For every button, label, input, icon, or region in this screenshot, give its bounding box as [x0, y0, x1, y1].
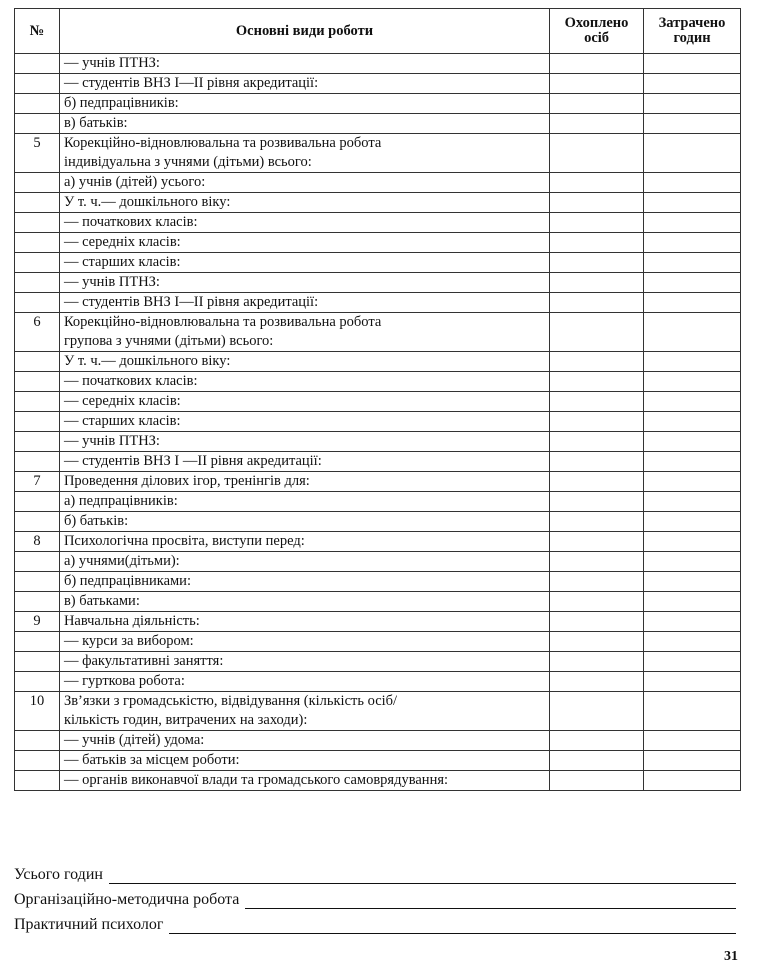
hours-cell[interactable] — [644, 592, 741, 612]
row-number — [15, 293, 60, 313]
hours-cell[interactable] — [644, 612, 741, 632]
row-work-type — [59, 652, 549, 672]
row-work-type — [59, 532, 549, 552]
header-hours: Затрачено годин — [644, 9, 741, 54]
hours-cell[interactable] — [644, 134, 741, 173]
row-work-type — [59, 771, 549, 791]
covered-cell[interactable] — [550, 213, 644, 233]
row-work-type — [59, 273, 549, 293]
table-row — [15, 352, 741, 372]
table-row — [15, 552, 741, 572]
row-work-type — [59, 552, 549, 572]
work-text-line: — учнів ПТНЗ: — [63, 55, 160, 71]
psychologist-label: Практичний психолог — [14, 916, 164, 933]
footer-org-method — [14, 891, 736, 909]
org-method-line[interactable] — [245, 894, 736, 909]
row-number: 6 — [15, 313, 60, 352]
row-number — [15, 512, 60, 532]
hours-cell[interactable] — [644, 392, 741, 412]
table-row — [15, 632, 741, 652]
work-text-line: Психологічна просвіта, виступи перед: — [63, 533, 305, 549]
covered-cell[interactable] — [550, 692, 644, 731]
work-text-line: — середніх класів: — [63, 234, 181, 250]
total-hours-line[interactable] — [109, 869, 736, 884]
table-row — [15, 452, 741, 472]
table-row — [15, 592, 741, 612]
work-text-line: Навчальна діяльність: — [63, 613, 200, 629]
work-text-line: б) педпрацівниками: — [63, 573, 191, 589]
hours-cell[interactable] — [644, 512, 741, 532]
hours-cell[interactable] — [644, 193, 741, 213]
covered-cell[interactable] — [550, 452, 644, 472]
covered-cell[interactable] — [550, 253, 644, 273]
work-text-line: — органів виконавчої влади та громадського самоврядування: — [63, 772, 449, 788]
row-number — [15, 412, 60, 432]
table-row — [15, 532, 741, 552]
covered-cell[interactable] — [550, 293, 644, 313]
covered-cell[interactable] — [550, 731, 644, 751]
work-text-line: в) батьків: — [63, 115, 128, 131]
row-number — [15, 233, 60, 253]
header-work: Основні види роботи — [59, 9, 549, 54]
table-row — [15, 74, 741, 94]
row-work-type — [59, 432, 549, 452]
hours-cell[interactable] — [644, 731, 741, 751]
work-text-line: — учнів ПТНЗ: — [63, 274, 160, 290]
hours-cell[interactable] — [644, 412, 741, 432]
hours-cell[interactable] — [644, 692, 741, 731]
row-work-type — [59, 672, 549, 692]
table-row — [15, 134, 741, 173]
hours-cell[interactable] — [644, 213, 741, 233]
row-work-type — [59, 313, 549, 352]
row-work-type — [59, 293, 549, 313]
row-number — [15, 632, 60, 652]
row-number — [15, 492, 60, 512]
row-number — [15, 213, 60, 233]
hours-cell[interactable] — [644, 672, 741, 692]
hours-cell[interactable] — [644, 572, 741, 592]
row-number — [15, 672, 60, 692]
table-row — [15, 273, 741, 293]
row-number — [15, 74, 60, 94]
table-row — [15, 173, 741, 193]
work-text-line: б) педпрацівників: — [63, 95, 179, 111]
hours-cell[interactable] — [644, 532, 741, 552]
hours-cell[interactable] — [644, 652, 741, 672]
header-num: № — [15, 9, 60, 54]
hours-cell[interactable] — [644, 253, 741, 273]
table-row — [15, 213, 741, 233]
row-work-type — [59, 54, 549, 74]
work-text-line: — учнів (дітей) удома: — [63, 732, 205, 748]
table-row — [15, 293, 741, 313]
hours-cell[interactable] — [644, 452, 741, 472]
table-row — [15, 253, 741, 273]
row-work-type — [59, 632, 549, 652]
covered-cell[interactable] — [550, 74, 644, 94]
covered-cell[interactable] — [550, 233, 644, 253]
covered-cell[interactable] — [550, 392, 644, 412]
table-row — [15, 114, 741, 134]
hours-cell[interactable] — [644, 472, 741, 492]
row-work-type — [59, 692, 549, 731]
work-text-line: Корекційно-відновлювальна та розвивальна робота — [63, 314, 382, 330]
hours-cell[interactable] — [644, 751, 741, 771]
table-row — [15, 233, 741, 253]
row-work-type — [59, 94, 549, 114]
covered-cell[interactable] — [550, 632, 644, 652]
table-row — [15, 672, 741, 692]
covered-cell[interactable] — [550, 492, 644, 512]
table-row — [15, 731, 741, 751]
work-text-line: — студентів ВНЗ І—ІІ рівня акредитації: — [63, 294, 319, 310]
work-text-line: а) учнів (дітей) усього: — [63, 174, 206, 190]
table-row — [15, 612, 741, 632]
row-number — [15, 392, 60, 412]
table-row — [15, 392, 741, 412]
work-table — [14, 8, 741, 791]
work-text-line: — початкових класів: — [63, 373, 198, 389]
covered-cell[interactable] — [550, 612, 644, 632]
hours-cell[interactable] — [644, 54, 741, 74]
row-number — [15, 751, 60, 771]
work-text-line: — студентів ВНЗ І—ІІ рівня акредитації: — [63, 75, 319, 91]
table-row — [15, 751, 741, 771]
work-text-line: Корекційно-відновлювальна та розвивальна робота — [63, 135, 382, 151]
row-work-type — [59, 352, 549, 372]
covered-cell[interactable] — [550, 173, 644, 193]
row-number — [15, 432, 60, 452]
row-number — [15, 372, 60, 392]
work-text-line: в) батьками: — [63, 593, 140, 609]
hours-cell[interactable] — [644, 352, 741, 372]
row-work-type — [59, 452, 549, 472]
work-text-line: — факультативні заняття: — [63, 653, 224, 669]
row-number — [15, 173, 60, 193]
covered-cell[interactable] — [550, 672, 644, 692]
hours-cell[interactable] — [644, 74, 741, 94]
covered-cell[interactable] — [550, 193, 644, 213]
row-work-type — [59, 253, 549, 273]
covered-cell[interactable] — [550, 313, 644, 352]
hours-cell[interactable] — [644, 432, 741, 452]
total-hours-label: Усього годин — [14, 866, 103, 883]
hours-cell[interactable] — [644, 313, 741, 352]
work-text-line: — старших класів: — [63, 254, 181, 270]
work-text-line: — гурткова робота: — [63, 673, 185, 689]
table-row — [15, 432, 741, 452]
covered-cell[interactable] — [550, 592, 644, 612]
psychologist-line[interactable] — [169, 919, 736, 934]
row-number — [15, 273, 60, 293]
row-number — [15, 94, 60, 114]
row-number: 10 — [15, 692, 60, 731]
work-text-line: групова з учнями (дітьми) всього: — [63, 333, 274, 349]
covered-cell[interactable] — [550, 472, 644, 492]
covered-cell[interactable] — [550, 54, 644, 74]
work-text-line: У т. ч.— дошкільного віку: — [63, 353, 231, 369]
table-row — [15, 492, 741, 512]
table-row — [15, 372, 741, 392]
row-work-type — [59, 372, 549, 392]
footer-psychologist — [14, 916, 736, 934]
row-number: 8 — [15, 532, 60, 552]
hours-cell[interactable] — [644, 293, 741, 313]
row-work-type — [59, 392, 549, 412]
row-work-type — [59, 173, 549, 193]
covered-cell[interactable] — [550, 114, 644, 134]
work-text-line: — студентів ВНЗ І —ІІ рівня акредитації: — [63, 453, 322, 469]
hours-cell[interactable] — [644, 552, 741, 572]
table-row — [15, 652, 741, 672]
covered-cell[interactable] — [550, 751, 644, 771]
table-row — [15, 771, 741, 791]
org-method-label: Організаційно-методична робота — [14, 891, 240, 908]
hours-cell[interactable] — [644, 94, 741, 114]
work-text-line: а) педпрацівників: — [63, 493, 178, 509]
table-row — [15, 512, 741, 532]
covered-cell[interactable] — [550, 94, 644, 114]
row-number — [15, 193, 60, 213]
covered-cell[interactable] — [550, 771, 644, 791]
row-work-type — [59, 213, 549, 233]
row-work-type — [59, 592, 549, 612]
row-work-type — [59, 193, 549, 213]
covered-cell[interactable] — [550, 134, 644, 173]
row-work-type — [59, 233, 549, 253]
covered-cell[interactable] — [550, 352, 644, 372]
work-text-line: У т. ч.— дошкільного віку: — [63, 194, 231, 210]
hours-cell[interactable] — [644, 632, 741, 652]
table-row — [15, 313, 741, 352]
row-work-type — [59, 134, 549, 173]
row-work-type — [59, 74, 549, 94]
work-text-line: — учнів ПТНЗ: — [63, 433, 160, 449]
row-work-type — [59, 472, 549, 492]
table-row — [15, 412, 741, 432]
covered-cell[interactable] — [550, 572, 644, 592]
work-text-line: б) батьків: — [63, 513, 129, 529]
work-text-line: а) учнями(дітьми): — [63, 553, 180, 569]
covered-cell[interactable] — [550, 652, 644, 672]
table-row — [15, 692, 741, 731]
work-text-line: — батьків за місцем роботи: — [63, 752, 240, 768]
covered-cell[interactable] — [550, 532, 644, 552]
work-text-line: — курси за вибором: — [63, 633, 194, 649]
hours-cell[interactable] — [644, 233, 741, 253]
covered-cell[interactable] — [550, 552, 644, 572]
row-work-type — [59, 612, 549, 632]
row-number — [15, 352, 60, 372]
hours-cell[interactable] — [644, 372, 741, 392]
row-number — [15, 54, 60, 74]
covered-cell[interactable] — [550, 512, 644, 532]
row-work-type — [59, 492, 549, 512]
row-number — [15, 592, 60, 612]
row-number — [15, 771, 60, 791]
work-text-line: Зв’язки з громадськістю, відвідування (кількість осіб/ — [63, 693, 398, 709]
table-row — [15, 572, 741, 592]
work-text-line: — середніх класів: — [63, 393, 181, 409]
row-work-type — [59, 512, 549, 532]
row-number — [15, 452, 60, 472]
table-header-row — [15, 9, 741, 54]
table-row — [15, 193, 741, 213]
row-work-type — [59, 731, 549, 751]
row-work-type — [59, 751, 549, 771]
row-number: 5 — [15, 134, 60, 173]
row-work-type — [59, 114, 549, 134]
page-number: 31 — [724, 949, 738, 964]
work-text-line: кількість годин, витрачених на заходи): — [63, 712, 308, 728]
row-number — [15, 572, 60, 592]
hours-cell[interactable] — [644, 114, 741, 134]
work-text-line: індивідуальна з учнями (дітьми) всього: — [63, 154, 312, 170]
work-text-line: — початкових класів: — [63, 214, 198, 230]
row-number — [15, 652, 60, 672]
row-number — [15, 114, 60, 134]
row-number: 7 — [15, 472, 60, 492]
covered-cell[interactable] — [550, 372, 644, 392]
row-number — [15, 552, 60, 572]
row-number — [15, 253, 60, 273]
hours-cell[interactable] — [644, 173, 741, 193]
covered-cell[interactable] — [550, 412, 644, 432]
work-text-line: Проведення ділових ігор, тренінгів для: — [63, 473, 310, 489]
hours-cell[interactable] — [644, 771, 741, 791]
hours-cell[interactable] — [644, 492, 741, 512]
header-covered: Охоплено осіб — [550, 9, 644, 54]
work-text-line: — старших класів: — [63, 413, 181, 429]
row-work-type — [59, 572, 549, 592]
footer-total-hours — [14, 866, 736, 884]
table-row — [15, 94, 741, 114]
row-number: 9 — [15, 612, 60, 632]
table-row — [15, 472, 741, 492]
row-work-type — [59, 412, 549, 432]
covered-cell[interactable] — [550, 273, 644, 293]
covered-cell[interactable] — [550, 432, 644, 452]
hours-cell[interactable] — [644, 273, 741, 293]
row-number — [15, 731, 60, 751]
table-row — [15, 54, 741, 74]
